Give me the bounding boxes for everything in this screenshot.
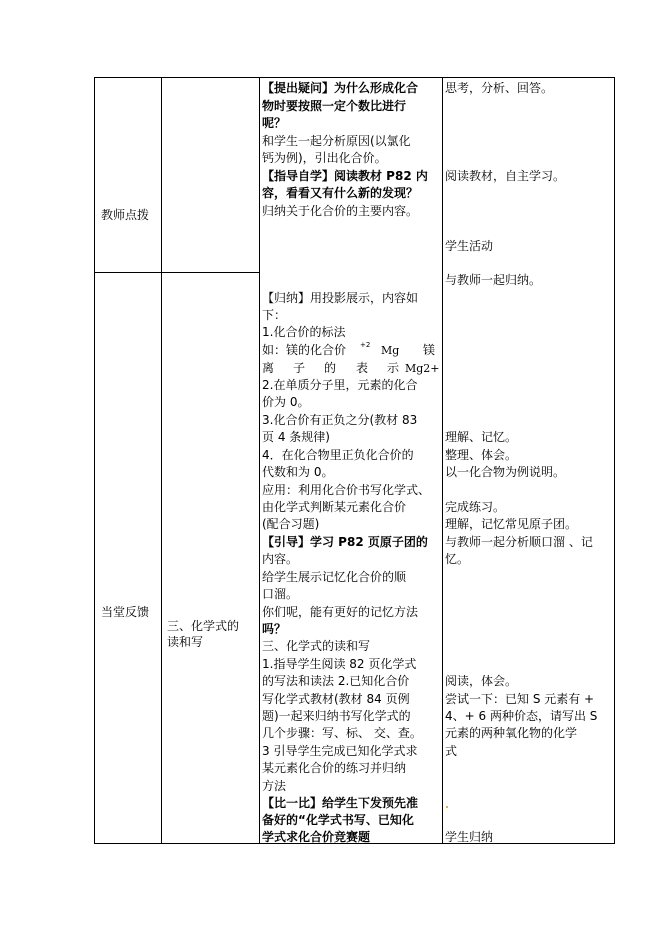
section-cell [162, 273, 260, 844]
teacher-line: (配合习题) [262, 517, 320, 531]
student-line: 阅读，体会。 [445, 674, 518, 688]
teacher-line: 【指导自学】阅读教材 P82 内 [262, 169, 428, 183]
example-word: 镁 [423, 343, 436, 357]
student-line: 尝试一下：已知 S 元素有 + [445, 692, 595, 706]
teacher-line: 【提出疑问】为什么形成化合 [262, 81, 419, 95]
teacher-line: 代数和为 0。 [262, 465, 334, 479]
row-label-in-class-feedback: 当堂反馈 [101, 605, 150, 619]
teacher-line: 归纳关于化合价的主要内容。 [262, 204, 419, 218]
teacher-line: 三、化学式的读和写 [262, 639, 371, 653]
teacher-line: 某元素化合价的练习并归纳 [262, 761, 407, 775]
teacher-line: 内容。 [262, 552, 299, 566]
valence-superscript: +2 [360, 341, 371, 349]
teacher-line: 4．在化合物里正负化合价的 [262, 448, 414, 462]
teacher-line: 3.化合价有正负之分(教材 83 [262, 413, 418, 427]
row-label-cell [95, 78, 162, 273]
student-line: 忆。 [445, 552, 470, 566]
teacher-line: 页 4 条规律) [262, 430, 330, 444]
student-line: 与教师一起归纳。 [445, 273, 542, 287]
valence-example-prefix: 如：镁的化合价 [262, 343, 347, 357]
teacher-line: 写化学式教材(教材 84 页例 [262, 692, 410, 706]
stray-mark [446, 806, 448, 808]
student-line: 式 [445, 744, 458, 758]
ion-symbol: Mg2+ [405, 362, 440, 375]
teacher-line: 【归纳】用投影展示，内容如 [262, 291, 419, 305]
teacher-line: 3 引导学生完成已知化学式求 [262, 744, 418, 758]
teacher-line: 1.指导学生阅读 82 页化学式 [262, 657, 417, 671]
student-line: 元素的两种氧化物的化学 [445, 726, 578, 740]
teacher-line: 几个步骤：写、标、 交、查。 [262, 726, 422, 740]
example-word: 的 [324, 361, 337, 375]
section-cell [162, 78, 260, 273]
student-line: 思考，分析、回答。 [445, 81, 554, 95]
student-line: 4、+ 6 两种价态，请写出 S [445, 709, 598, 723]
teacher-line: 【比一比】给学生下发预先准 [262, 796, 419, 810]
row-label-teacher-guidance: 教师点拨 [101, 208, 150, 222]
row-label-cell [95, 273, 162, 844]
teacher-line: 给学生展示记忆化合价的顺 [262, 570, 407, 584]
teacher-line: 【引导】学习 P82 页原子团的 [262, 535, 428, 549]
teacher-line: 价为 0。 [262, 395, 310, 409]
example-word: 示 [387, 361, 400, 375]
teacher-line: 物时要按照一定个数比进行 [262, 99, 407, 113]
teacher-line: 口溜。 [262, 587, 299, 601]
teacher-line: 方法 [262, 779, 287, 793]
teacher-line: 由化学式判断某元素化合价 [262, 500, 407, 514]
section-title-line-1: 三、化学式的 [167, 619, 240, 633]
element-symbol: Mg [381, 344, 400, 357]
student-line: 理解，记忆常见原子团。 [445, 517, 578, 531]
student-line: 与教师一起分析顺口溜 、记 [445, 535, 593, 549]
teacher-line: 吗？ [262, 622, 287, 636]
student-line: 完成练习。 [445, 500, 506, 514]
student-line: 整理、体会。 [445, 448, 518, 462]
teacher-line: 和学生一起分析原因(以氯化 [262, 134, 411, 148]
example-word: 离 [262, 361, 275, 375]
student-line: 理解、记忆。 [445, 430, 518, 444]
teacher-line: 容，看看又有什么新的发现？ [262, 186, 419, 200]
teacher-line: 2.在单质分子里，元素的化合 [262, 378, 418, 392]
teacher-line: 呢？ [262, 116, 287, 130]
teacher-line: 的写法和读法 2.已知化合价 [262, 674, 410, 688]
teacher-line: 下： [262, 308, 287, 322]
teacher-line: 应用：利用化合价书写化学式、 [262, 483, 431, 497]
student-line: 阅读教材，自主学习。 [445, 169, 566, 183]
student-line: 学生归纳 [445, 830, 494, 844]
teacher-line: 备好的“化学式书写、已知化 [262, 813, 414, 827]
student-line: 学生活动 [445, 239, 494, 253]
teacher-line: 钙为例)，引出化合价。 [262, 151, 387, 165]
teacher-line: 1.化合价的标法 [262, 325, 346, 339]
teacher-line: 题)一起来归纳书写化学式的 [262, 709, 411, 723]
example-word: 表 [356, 361, 369, 375]
section-title-line-2: 读和写 [167, 635, 204, 649]
teacher-line: 学式求化合价竞赛题 [262, 830, 371, 844]
student-line: 以一化合物为例说明。 [445, 465, 566, 479]
teacher-line: 你们呢，能有更好的记忆方法 [262, 605, 419, 619]
example-word: 子 [293, 361, 306, 375]
